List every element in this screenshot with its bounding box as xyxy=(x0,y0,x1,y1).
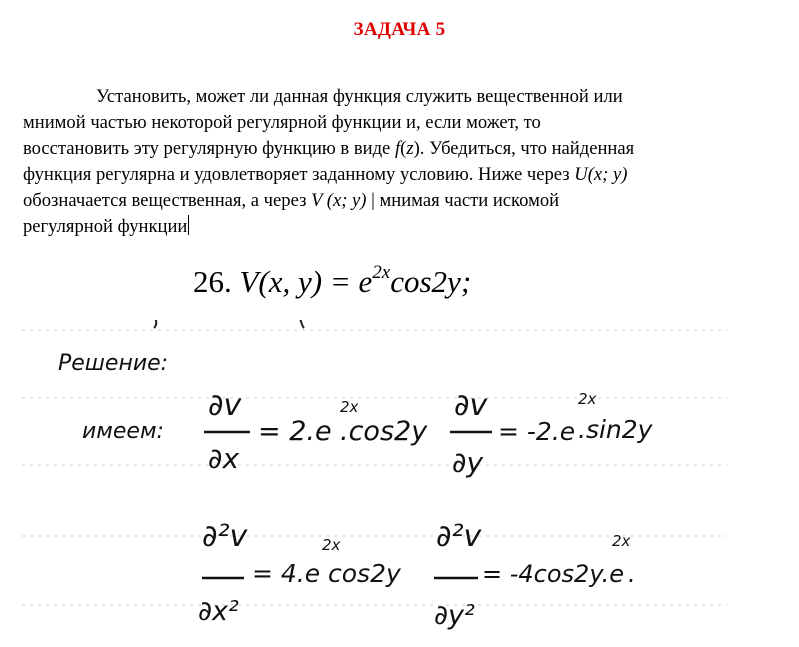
statement-line xyxy=(23,214,743,240)
eq1-numerator: ∂v xyxy=(208,388,242,423)
have-label: имеем: xyxy=(82,419,164,444)
eq1-tail: .cos2y xyxy=(340,416,428,447)
statement-text: регулярной функции xyxy=(23,216,188,237)
statement-text: ). Убедиться, что найденная xyxy=(413,138,635,159)
eq3-denominator: ∂x² xyxy=(198,596,239,627)
v-expression: V (x; y) xyxy=(311,190,367,211)
eq2-exponent: 2x xyxy=(578,390,597,408)
formula-base: e xyxy=(358,264,373,299)
formula-lhs: V(x, y) = xyxy=(239,264,351,299)
text-cursor[interactable] xyxy=(188,215,189,235)
task-statement xyxy=(23,84,743,240)
eq3-numerator: ∂²v xyxy=(202,519,248,554)
eq2-numerator: ∂v xyxy=(454,388,488,423)
problem-number: 26. xyxy=(193,264,232,299)
stray-mark xyxy=(300,320,304,328)
statement-text: восстановить эту регулярную функцию в виде xyxy=(23,138,391,159)
u-expression: U(x; y) xyxy=(574,164,628,185)
eq4-denominator: ∂y² xyxy=(434,600,475,631)
statement-line xyxy=(23,136,743,162)
eq3-rhs: = 4.e xyxy=(252,559,321,588)
eq4-rhs: = -4cos2y.e xyxy=(482,560,625,588)
eq2-rhs: = -2.e xyxy=(498,417,576,446)
eq4-exponent: 2x xyxy=(612,532,631,550)
formula-rest: cos2y; xyxy=(390,264,472,299)
var-z: z xyxy=(406,138,414,159)
handwritten-solution-scan xyxy=(22,320,732,647)
formula-exponent: 2x xyxy=(372,262,391,283)
statement-line xyxy=(23,188,743,214)
eq2-tail: .sin2y xyxy=(578,415,653,444)
stray-mark xyxy=(154,320,156,328)
statement-text: функция регулярна и удовлетворяет заданному условию. Ниже через xyxy=(23,164,570,185)
statement-line xyxy=(23,162,743,188)
eq1-rhs: = 2.e xyxy=(258,416,332,447)
eq3-exponent: 2x xyxy=(322,536,341,554)
problem-formula xyxy=(193,262,471,300)
statement-line: Установить, может ли данная функция служить вещественной или xyxy=(96,86,623,107)
eq4-tail: . xyxy=(628,560,636,588)
statement-text: обозначается вещественная, а через xyxy=(23,190,307,211)
eq1-denominator: ∂x xyxy=(208,442,240,475)
eq2-denominator: ∂y xyxy=(452,446,484,479)
eq4-numerator: ∂²v xyxy=(436,519,482,554)
statement-text: | мнимая части искомой xyxy=(371,190,560,211)
scan-drawing xyxy=(22,320,732,647)
solution-label: Решение: xyxy=(58,351,169,376)
eq3-tail: cos2y xyxy=(328,559,401,588)
eq1-exponent: 2x xyxy=(340,398,359,416)
func-f: f xyxy=(394,138,401,159)
statement-line: мнимой частью некоторой регулярной функции и, если может, то xyxy=(23,112,541,133)
task-title: ЗАДАЧА 5 xyxy=(353,19,446,40)
paren-open: ( xyxy=(400,138,407,159)
